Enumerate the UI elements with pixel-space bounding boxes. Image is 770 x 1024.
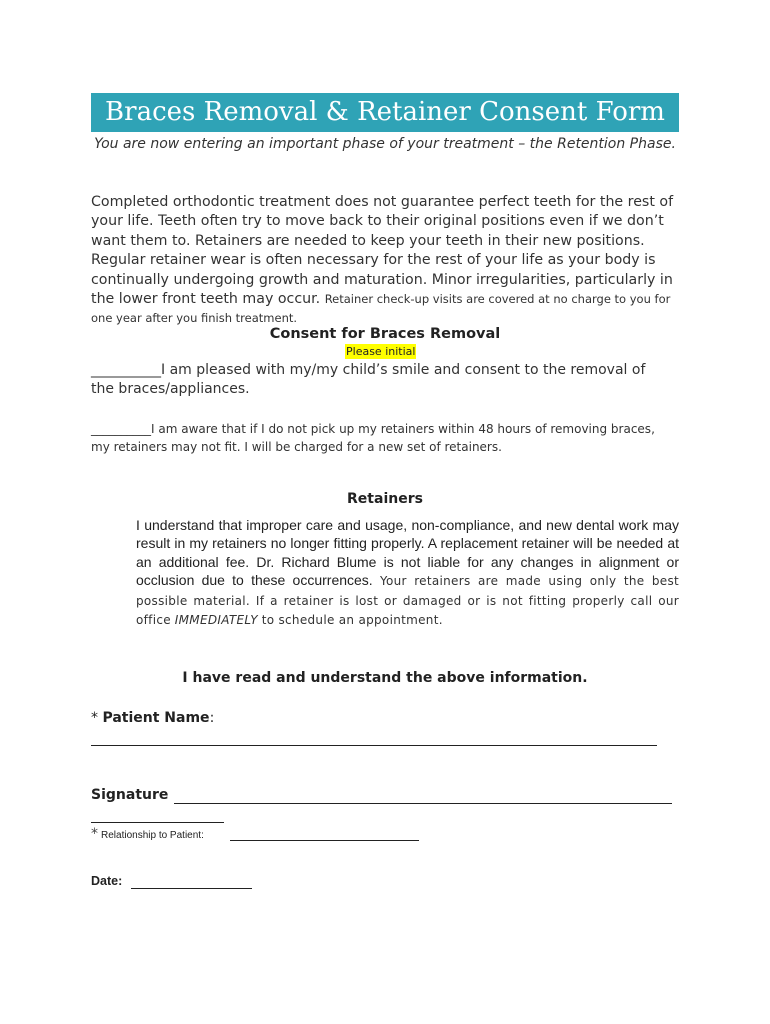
- retainers-text-c: to schedule an appointment.: [261, 613, 443, 628]
- subtitle: You are now entering an important phase of your treatment – the Retention Phase.: [94, 136, 676, 152]
- relationship-text: Relationship to Patient:: [101, 830, 204, 841]
- please-initial-highlight: Please initial: [346, 345, 416, 358]
- patient-name-label: [91, 710, 214, 726]
- intro-checkup-note: Retainer check-up visits are covered at no charge to you for one year after you finish treatment.: [91, 292, 671, 326]
- patient-name-text: Patient Name: [102, 710, 210, 726]
- form-title: Braces Removal & Retainer Consent Form: [91, 93, 679, 132]
- retainers-text-a: I understand that improper care and usage, non-compliance, and new dental work may result in my retainers no longer fitting properly. A replacement retainer will be needed at an additional fee. Dr. Richard Blume is not liable for any changes in alignment or occlusion due to these occurrences.: [136, 517, 679, 589]
- relationship-field[interactable]: [230, 840, 419, 841]
- intro-paragraph: [91, 193, 679, 329]
- relationship-label: [91, 826, 204, 842]
- signature-field-continued[interactable]: [91, 822, 224, 823]
- date-field[interactable]: [131, 888, 252, 889]
- required-asterisk: *: [91, 710, 98, 726]
- consent-item-removal[interactable]: __________I am pleased with my/my child’s smile and consent to the removal of the braces/appliances.: [91, 362, 646, 397]
- date-label: Date:: [91, 874, 123, 888]
- retainers-paragraph: [136, 516, 679, 629]
- acknowledgement-statement: I have read and understand the above information.: [182, 670, 588, 686]
- consent-heading: Consent for Braces Removal: [269, 326, 501, 342]
- patient-name-colon: :: [209, 710, 215, 726]
- retainers-text-b: Your retainers are made using only the best possible material. If a retainer is lost or damaged or is not fitting properly call our office: [136, 574, 680, 628]
- consent-item-pickup[interactable]: __________I am aware that if I do not pick up my retainers within 48 hours of removing braces, my retainers may not fit. I will be charged for a new set of retainers.: [91, 422, 655, 454]
- retainers-emphasis: IMMEDIATELY: [174, 613, 258, 628]
- intro-text: Completed orthodontic treatment does not guarantee perfect teeth for the rest of your life. Teeth often try to move back to their original positions even if we don’t want them to. Retainers are needed to keep your teeth in their new positions. Regular retainer wear is often necessary for the rest of your life as your body is continually undergoing growth and maturation. Minor irregularities, particularly in the lower front teeth may occur.: [91, 194, 674, 308]
- retainers-heading: Retainers: [347, 491, 423, 507]
- signature-label: Signature: [91, 787, 169, 803]
- required-asterisk: *: [91, 826, 98, 842]
- signature-field[interactable]: [174, 803, 672, 804]
- patient-name-field[interactable]: [91, 745, 657, 746]
